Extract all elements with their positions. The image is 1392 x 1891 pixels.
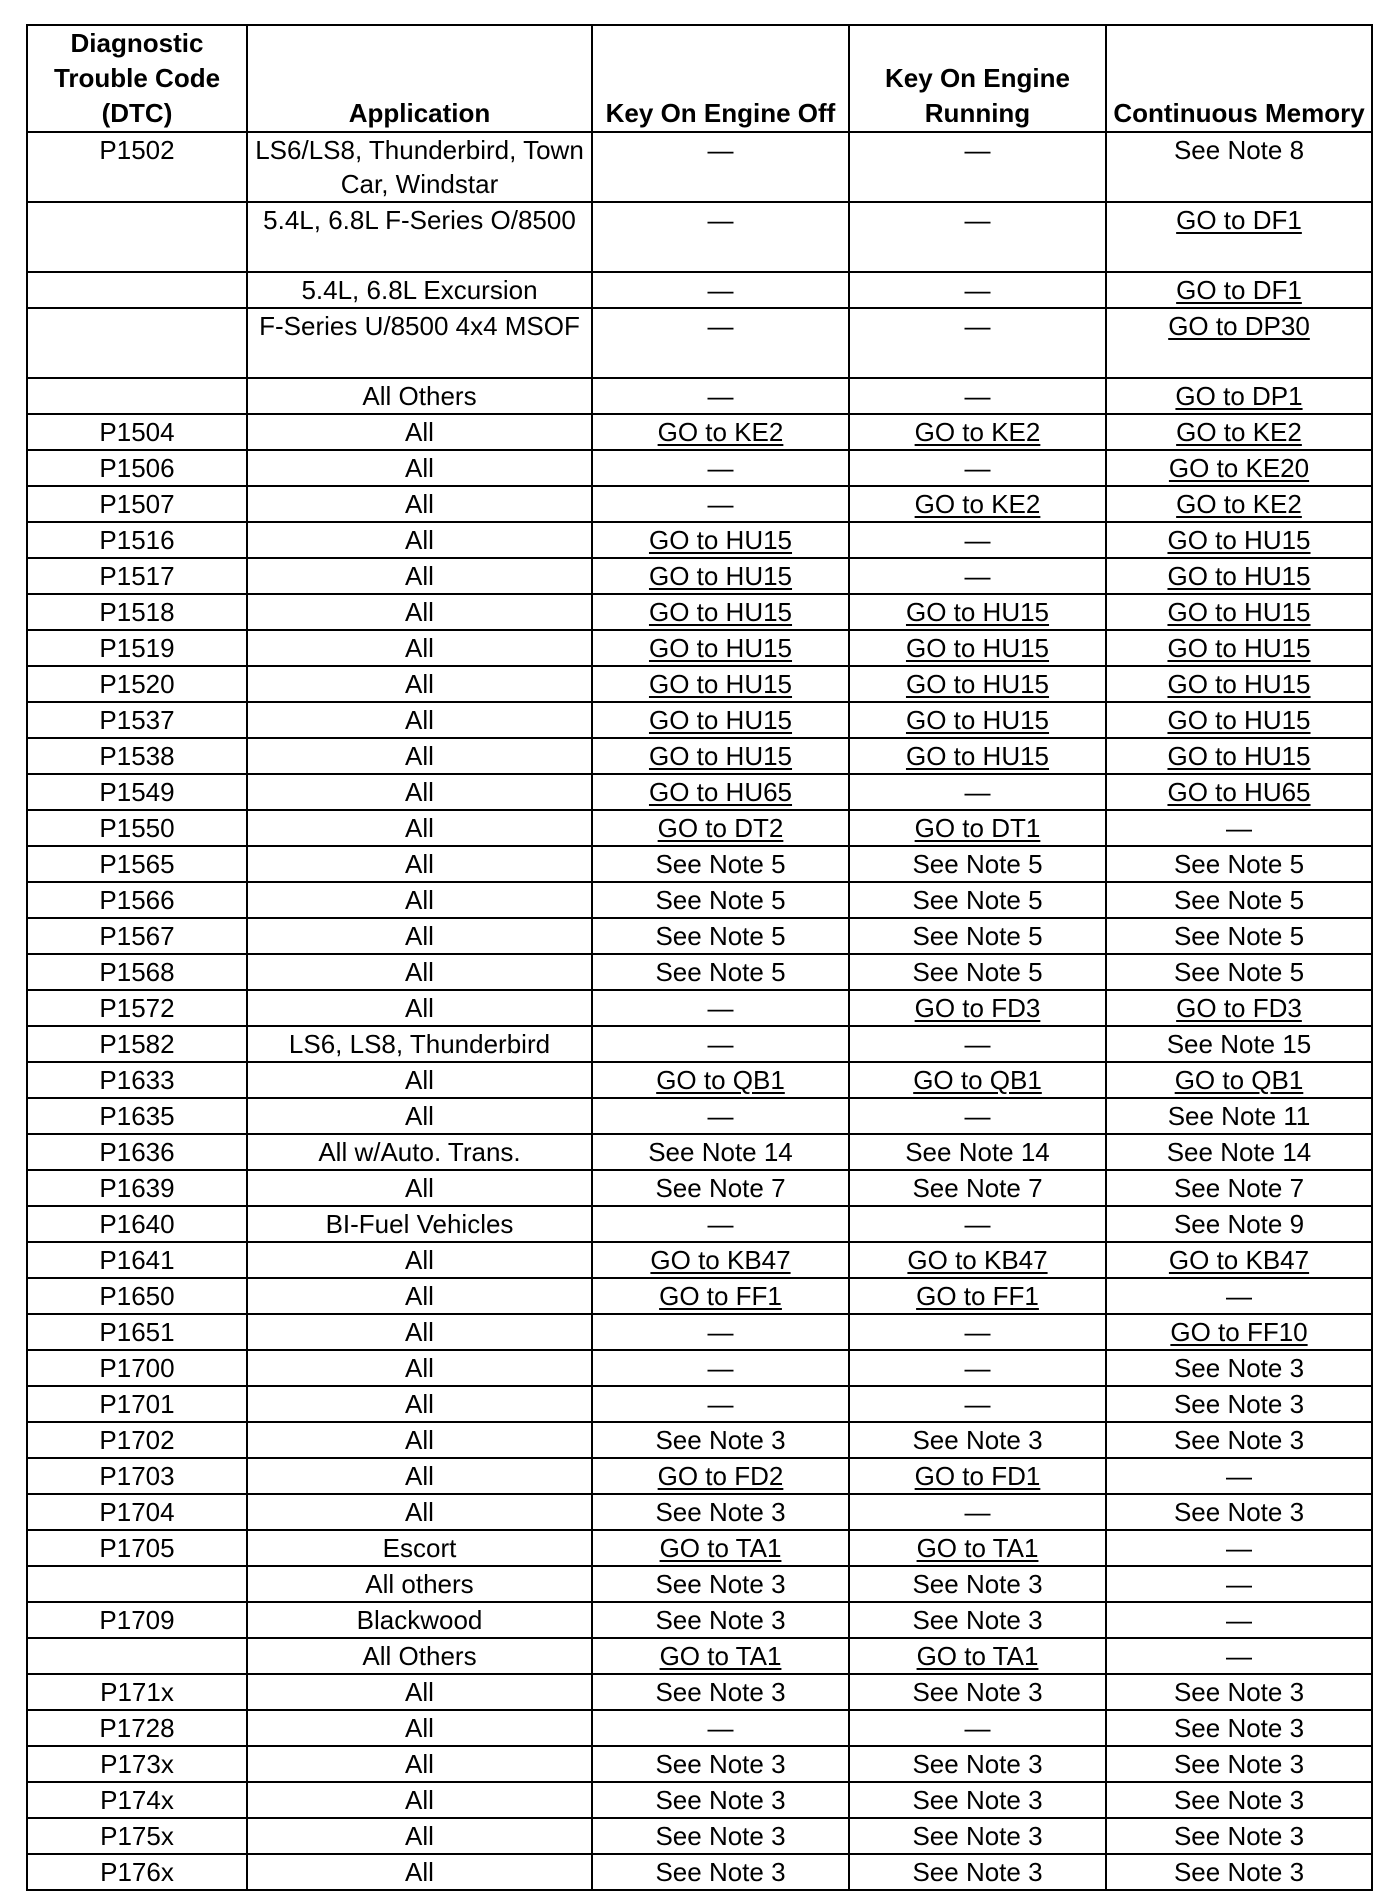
cell-continuous-memory: —	[1106, 1638, 1372, 1674]
cell-continuous-memory: —	[1106, 1602, 1372, 1638]
cell-application: Blackwood	[247, 1602, 592, 1638]
cell-dtc: P1516	[27, 522, 247, 558]
cell-application: All	[247, 918, 592, 954]
cell-dtc: P1700	[27, 1350, 247, 1386]
cell-application: All	[247, 846, 592, 882]
table-row	[27, 132, 1372, 202]
cell-application: LS6, LS8, Thunderbird	[247, 1026, 592, 1062]
table-row	[27, 702, 1372, 738]
cell-key-on-engine-off: —	[592, 990, 849, 1026]
cell-application: All	[247, 954, 592, 990]
table-row	[27, 1782, 1372, 1818]
cell-key-on-engine-running: See Note 3	[849, 1854, 1106, 1890]
cell-continuous-memory: See Note 11	[1106, 1098, 1372, 1134]
table-row	[27, 738, 1372, 774]
cell-application: All	[247, 486, 592, 522]
cell-key-on-engine-running[interactable]: GO to TA1	[849, 1638, 1106, 1674]
cell-application: All	[247, 1422, 592, 1458]
cell-continuous-memory: —	[1106, 1458, 1372, 1494]
table-row	[27, 630, 1372, 666]
cell-key-on-engine-running[interactable]: GO to FD3	[849, 990, 1106, 1026]
cell-key-on-engine-running[interactable]: GO to HU15	[849, 702, 1106, 738]
table-row	[27, 1746, 1372, 1782]
cell-continuous-memory: See Note 5	[1106, 846, 1372, 882]
table-row	[27, 810, 1372, 846]
cell-dtc: P1568	[27, 954, 247, 990]
cell-key-on-engine-off: See Note 3	[592, 1494, 849, 1530]
cell-dtc: P1651	[27, 1314, 247, 1350]
cell-key-on-engine-off: —	[592, 1350, 849, 1386]
cell-application: All	[247, 774, 592, 810]
cell-key-on-engine-off[interactable]: GO to DT2	[592, 810, 849, 846]
cell-dtc	[27, 308, 247, 378]
cell-key-on-engine-running: See Note 3	[849, 1602, 1106, 1638]
cell-continuous-memory[interactable]: GO to HU15	[1106, 594, 1372, 630]
cell-continuous-memory: See Note 7	[1106, 1170, 1372, 1206]
cell-dtc: P1537	[27, 702, 247, 738]
cell-continuous-memory: —	[1106, 1566, 1372, 1602]
cell-dtc: P1518	[27, 594, 247, 630]
table-row	[27, 1170, 1372, 1206]
table-row	[27, 1818, 1372, 1854]
cell-dtc: P1550	[27, 810, 247, 846]
cell-dtc: P1582	[27, 1026, 247, 1062]
cell-application: All	[247, 414, 592, 450]
cell-dtc: P1704	[27, 1494, 247, 1530]
cell-continuous-memory[interactable]: GO to HU15	[1106, 738, 1372, 774]
cell-key-on-engine-running: See Note 5	[849, 918, 1106, 954]
cell-continuous-memory: See Note 3	[1106, 1710, 1372, 1746]
cell-key-on-engine-off: See Note 3	[592, 1746, 849, 1782]
cell-continuous-memory[interactable]: GO to KE2	[1106, 414, 1372, 450]
cell-application: All	[247, 1674, 592, 1710]
cell-key-on-engine-off: —	[592, 1386, 849, 1422]
table-row	[27, 1386, 1372, 1422]
cell-key-on-engine-off: —	[592, 1710, 849, 1746]
cell-key-on-engine-running: See Note 5	[849, 882, 1106, 918]
table-row	[27, 202, 1372, 272]
cell-application: All	[247, 1782, 592, 1818]
cell-dtc: P171x	[27, 1674, 247, 1710]
cell-key-on-engine-running: —	[849, 1386, 1106, 1422]
cell-dtc: P1504	[27, 414, 247, 450]
cell-continuous-memory: See Note 5	[1106, 918, 1372, 954]
cell-key-on-engine-running: See Note 7	[849, 1170, 1106, 1206]
table-row	[27, 1494, 1372, 1530]
cell-dtc: P1640	[27, 1206, 247, 1242]
cell-dtc: P1519	[27, 630, 247, 666]
table-row	[27, 1026, 1372, 1062]
cell-key-on-engine-off[interactable]: GO to KB47	[592, 1242, 849, 1278]
cell-application: All w/Auto. Trans.	[247, 1134, 592, 1170]
cell-application: All	[247, 558, 592, 594]
cell-key-on-engine-off[interactable]: GO to HU15	[592, 594, 849, 630]
cell-key-on-engine-running[interactable]: GO to DT1	[849, 810, 1106, 846]
cell-continuous-memory: See Note 3	[1106, 1422, 1372, 1458]
cell-key-on-engine-running[interactable]: GO to HU15	[849, 594, 1106, 630]
cell-key-on-engine-off: —	[592, 486, 849, 522]
cell-application: All	[247, 810, 592, 846]
cell-dtc	[27, 1566, 247, 1602]
cell-key-on-engine-off: —	[592, 132, 849, 202]
cell-key-on-engine-off: See Note 7	[592, 1170, 849, 1206]
cell-key-on-engine-off[interactable]: GO to HU15	[592, 702, 849, 738]
table-row	[27, 1062, 1372, 1098]
cell-key-on-engine-off: See Note 5	[592, 846, 849, 882]
cell-key-on-engine-running: See Note 3	[849, 1566, 1106, 1602]
cell-key-on-engine-running: —	[849, 1098, 1106, 1134]
cell-key-on-engine-running[interactable]: GO to HU15	[849, 630, 1106, 666]
cell-key-on-engine-running: —	[849, 1314, 1106, 1350]
cell-key-on-engine-running: —	[849, 1350, 1106, 1386]
cell-continuous-memory[interactable]: GO to HU15	[1106, 558, 1372, 594]
cell-dtc: P175x	[27, 1818, 247, 1854]
cell-continuous-memory: See Note 3	[1106, 1494, 1372, 1530]
cell-key-on-engine-off: See Note 3	[592, 1674, 849, 1710]
cell-application: All	[247, 738, 592, 774]
cell-key-on-engine-running: —	[849, 1206, 1106, 1242]
cell-application: All	[247, 1350, 592, 1386]
cell-dtc: P1702	[27, 1422, 247, 1458]
cell-continuous-memory[interactable]: GO to DP30	[1106, 308, 1372, 378]
cell-application: 5.4L, 6.8L Excursion	[247, 272, 592, 308]
cell-application: All	[247, 1242, 592, 1278]
cell-key-on-engine-off: —	[592, 1026, 849, 1062]
cell-continuous-memory[interactable]: GO to FF10	[1106, 1314, 1372, 1350]
cell-continuous-memory: See Note 5	[1106, 954, 1372, 990]
cell-continuous-memory[interactable]: GO to HU15	[1106, 522, 1372, 558]
table-row	[27, 378, 1372, 414]
cell-application: All	[247, 1170, 592, 1206]
cell-key-on-engine-running: —	[849, 1710, 1106, 1746]
cell-key-on-engine-off[interactable]: GO to FD2	[592, 1458, 849, 1494]
cell-dtc: P1650	[27, 1278, 247, 1314]
cell-application: LS6/LS8, Thunderbird, Town Car, Windstar	[247, 132, 592, 202]
header-dtc: Diagnostic Trouble Code (DTC)	[27, 25, 247, 132]
cell-dtc: P1502	[27, 132, 247, 202]
cell-application: Escort	[247, 1530, 592, 1566]
cell-application: All	[247, 666, 592, 702]
cell-key-on-engine-running[interactable]: GO to FF1	[849, 1278, 1106, 1314]
cell-continuous-memory: See Note 3	[1106, 1854, 1372, 1890]
cell-dtc: P1633	[27, 1062, 247, 1098]
cell-application: All	[247, 522, 592, 558]
cell-key-on-engine-running: See Note 3	[849, 1422, 1106, 1458]
cell-continuous-memory: See Note 15	[1106, 1026, 1372, 1062]
cell-dtc: P1538	[27, 738, 247, 774]
cell-key-on-engine-off: —	[592, 308, 849, 378]
cell-application: All	[247, 1458, 592, 1494]
cell-application: All	[247, 882, 592, 918]
cell-key-on-engine-off: See Note 3	[592, 1566, 849, 1602]
cell-continuous-memory[interactable]: GO to FD3	[1106, 990, 1372, 1026]
cell-dtc: P1703	[27, 1458, 247, 1494]
table-header	[27, 25, 1372, 132]
cell-dtc: P1507	[27, 486, 247, 522]
cell-continuous-memory: See Note 3	[1106, 1782, 1372, 1818]
table-row	[27, 1134, 1372, 1170]
cell-application: All	[247, 594, 592, 630]
cell-key-on-engine-running: See Note 5	[849, 846, 1106, 882]
table-row	[27, 1566, 1372, 1602]
cell-dtc: P1641	[27, 1242, 247, 1278]
table-row	[27, 1350, 1372, 1386]
cell-key-on-engine-off[interactable]: GO to TA1	[592, 1530, 849, 1566]
table-row	[27, 594, 1372, 630]
cell-dtc: P1639	[27, 1170, 247, 1206]
cell-continuous-memory[interactable]: GO to HU15	[1106, 702, 1372, 738]
cell-application: F-Series U/8500 4x4 MSOF	[247, 308, 592, 378]
table-row	[27, 1278, 1372, 1314]
cell-application: All	[247, 1278, 592, 1314]
cell-key-on-engine-off[interactable]: GO to HU15	[592, 630, 849, 666]
cell-dtc: P1572	[27, 990, 247, 1026]
cell-application: All Others	[247, 1638, 592, 1674]
table-body	[27, 132, 1372, 1890]
table-row	[27, 1638, 1372, 1674]
cell-continuous-memory: See Note 8	[1106, 132, 1372, 202]
table-row	[27, 882, 1372, 918]
cell-dtc: P1520	[27, 666, 247, 702]
cell-key-on-engine-off[interactable]: GO to QB1	[592, 1062, 849, 1098]
cell-key-on-engine-off: See Note 3	[592, 1602, 849, 1638]
cell-key-on-engine-running: See Note 5	[849, 954, 1106, 990]
cell-continuous-memory[interactable]: GO to KE20	[1106, 450, 1372, 486]
table-row	[27, 1710, 1372, 1746]
cell-key-on-engine-running: —	[849, 202, 1106, 272]
cell-continuous-memory[interactable]: GO to KB47	[1106, 1242, 1372, 1278]
cell-key-on-engine-running: See Note 14	[849, 1134, 1106, 1170]
cell-application: All Others	[247, 378, 592, 414]
cell-key-on-engine-off: —	[592, 272, 849, 308]
cell-key-on-engine-off: See Note 3	[592, 1818, 849, 1854]
cell-continuous-memory[interactable]: GO to KE2	[1106, 486, 1372, 522]
cell-key-on-engine-off: —	[592, 1098, 849, 1134]
cell-application: All	[247, 1818, 592, 1854]
cell-dtc: P1705	[27, 1530, 247, 1566]
cell-dtc	[27, 378, 247, 414]
cell-dtc	[27, 1638, 247, 1674]
table-row	[27, 666, 1372, 702]
cell-application: 5.4L, 6.8L F-Series O/8500	[247, 202, 592, 272]
cell-key-on-engine-off: See Note 14	[592, 1134, 849, 1170]
cell-key-on-engine-off[interactable]: GO to HU15	[592, 738, 849, 774]
cell-key-on-engine-running: See Note 3	[849, 1746, 1106, 1782]
cell-key-on-engine-off[interactable]: GO to HU15	[592, 522, 849, 558]
cell-dtc	[27, 272, 247, 308]
cell-dtc	[27, 202, 247, 272]
table-row	[27, 522, 1372, 558]
cell-dtc: P1506	[27, 450, 247, 486]
cell-dtc: P1567	[27, 918, 247, 954]
cell-key-on-engine-running: —	[849, 450, 1106, 486]
table-row	[27, 1098, 1372, 1134]
cell-application: All	[247, 1494, 592, 1530]
cell-key-on-engine-running[interactable]: GO to HU15	[849, 666, 1106, 702]
table-row	[27, 774, 1372, 810]
cell-application: All	[247, 1314, 592, 1350]
cell-continuous-memory: See Note 3	[1106, 1350, 1372, 1386]
cell-dtc: P1701	[27, 1386, 247, 1422]
table-row	[27, 450, 1372, 486]
table-row	[27, 1242, 1372, 1278]
cell-key-on-engine-running[interactable]: GO to HU15	[849, 738, 1106, 774]
cell-key-on-engine-running: —	[849, 272, 1106, 308]
cell-key-on-engine-off[interactable]: GO to HU15	[592, 666, 849, 702]
cell-key-on-engine-running: See Note 3	[849, 1818, 1106, 1854]
cell-continuous-memory: See Note 5	[1106, 882, 1372, 918]
cell-application: All	[247, 1710, 592, 1746]
cell-continuous-memory[interactable]: GO to DP1	[1106, 378, 1372, 414]
cell-continuous-memory: See Note 3	[1106, 1674, 1372, 1710]
header-row	[27, 25, 1372, 132]
table-row	[27, 272, 1372, 308]
table-row	[27, 1530, 1372, 1566]
header-continuous-memory: Continuous Memory	[1106, 25, 1372, 132]
cell-key-on-engine-off: See Note 3	[592, 1854, 849, 1890]
table-row	[27, 486, 1372, 522]
table-row	[27, 1206, 1372, 1242]
cell-key-on-engine-off: See Note 5	[592, 882, 849, 918]
cell-continuous-memory[interactable]: GO to DF1	[1106, 202, 1372, 272]
cell-application: All	[247, 1062, 592, 1098]
cell-dtc: P1635	[27, 1098, 247, 1134]
cell-application: All	[247, 702, 592, 738]
table-row	[27, 954, 1372, 990]
dtc-table	[26, 24, 1373, 1891]
cell-application: All	[247, 450, 592, 486]
cell-key-on-engine-running: —	[849, 774, 1106, 810]
cell-dtc: P1565	[27, 846, 247, 882]
cell-continuous-memory[interactable]: GO to HU15	[1106, 630, 1372, 666]
table-row	[27, 918, 1372, 954]
cell-key-on-engine-running: —	[849, 378, 1106, 414]
cell-key-on-engine-off: —	[592, 450, 849, 486]
cell-application: All	[247, 630, 592, 666]
cell-dtc: P173x	[27, 1746, 247, 1782]
header-key-on-engine-running: Key On Engine Running	[849, 25, 1106, 132]
cell-key-on-engine-running: —	[849, 1494, 1106, 1530]
cell-key-on-engine-off[interactable]: GO to HU15	[592, 558, 849, 594]
cell-key-on-engine-running[interactable]: GO to FD1	[849, 1458, 1106, 1494]
table-row	[27, 1602, 1372, 1638]
cell-key-on-engine-off: See Note 5	[592, 918, 849, 954]
cell-key-on-engine-off[interactable]: GO to TA1	[592, 1638, 849, 1674]
cell-continuous-memory[interactable]: GO to DF1	[1106, 272, 1372, 308]
cell-key-on-engine-running: —	[849, 522, 1106, 558]
header-key-on-engine-off: Key On Engine Off	[592, 25, 849, 132]
cell-key-on-engine-off: —	[592, 1314, 849, 1350]
table-row	[27, 1422, 1372, 1458]
table-row	[27, 308, 1372, 378]
cell-continuous-memory: —	[1106, 1278, 1372, 1314]
cell-key-on-engine-off[interactable]: GO to FF1	[592, 1278, 849, 1314]
cell-key-on-engine-running[interactable]: GO to QB1	[849, 1062, 1106, 1098]
cell-dtc: P174x	[27, 1782, 247, 1818]
cell-key-on-engine-off: See Note 3	[592, 1782, 849, 1818]
cell-continuous-memory[interactable]: GO to HU65	[1106, 774, 1372, 810]
cell-key-on-engine-running[interactable]: GO to KB47	[849, 1242, 1106, 1278]
cell-key-on-engine-running: —	[849, 558, 1106, 594]
table-row	[27, 1458, 1372, 1494]
cell-application: All	[247, 1854, 592, 1890]
cell-dtc: P1636	[27, 1134, 247, 1170]
cell-application: All	[247, 1098, 592, 1134]
table-row	[27, 1854, 1372, 1890]
cell-continuous-memory: See Note 3	[1106, 1746, 1372, 1782]
table-row	[27, 1314, 1372, 1350]
cell-dtc: P1728	[27, 1710, 247, 1746]
cell-continuous-memory[interactable]: GO to QB1	[1106, 1062, 1372, 1098]
cell-application: All	[247, 1386, 592, 1422]
cell-continuous-memory: See Note 3	[1106, 1386, 1372, 1422]
table-row	[27, 846, 1372, 882]
cell-continuous-memory: —	[1106, 1530, 1372, 1566]
cell-key-on-engine-running: —	[849, 1026, 1106, 1062]
cell-key-on-engine-off: —	[592, 202, 849, 272]
cell-continuous-memory: See Note 3	[1106, 1818, 1372, 1854]
cell-key-on-engine-running[interactable]: GO to TA1	[849, 1530, 1106, 1566]
cell-key-on-engine-off: See Note 3	[592, 1422, 849, 1458]
cell-continuous-memory: —	[1106, 810, 1372, 846]
cell-key-on-engine-running: —	[849, 132, 1106, 202]
header-application: Application	[247, 25, 592, 132]
cell-key-on-engine-running[interactable]: GO to KE2	[849, 486, 1106, 522]
cell-key-on-engine-running[interactable]: GO to KE2	[849, 414, 1106, 450]
cell-continuous-memory: See Note 14	[1106, 1134, 1372, 1170]
cell-dtc: P176x	[27, 1854, 247, 1890]
cell-key-on-engine-off[interactable]: GO to HU65	[592, 774, 849, 810]
cell-application: All	[247, 990, 592, 1026]
cell-key-on-engine-off: See Note 5	[592, 954, 849, 990]
table-row	[27, 558, 1372, 594]
cell-application: BI-Fuel Vehicles	[247, 1206, 592, 1242]
cell-key-on-engine-running: See Note 3	[849, 1782, 1106, 1818]
cell-key-on-engine-off[interactable]: GO to KE2	[592, 414, 849, 450]
cell-key-on-engine-off: —	[592, 378, 849, 414]
cell-continuous-memory[interactable]: GO to HU15	[1106, 666, 1372, 702]
cell-dtc: P1566	[27, 882, 247, 918]
table-row	[27, 414, 1372, 450]
cell-dtc: P1517	[27, 558, 247, 594]
cell-continuous-memory: See Note 9	[1106, 1206, 1372, 1242]
cell-dtc: P1549	[27, 774, 247, 810]
cell-dtc: P1709	[27, 1602, 247, 1638]
cell-key-on-engine-off: —	[592, 1206, 849, 1242]
cell-key-on-engine-running: —	[849, 308, 1106, 378]
table-row	[27, 1674, 1372, 1710]
cell-key-on-engine-running: See Note 3	[849, 1674, 1106, 1710]
cell-application: All	[247, 1746, 592, 1782]
cell-application: All others	[247, 1566, 592, 1602]
table-row	[27, 990, 1372, 1026]
